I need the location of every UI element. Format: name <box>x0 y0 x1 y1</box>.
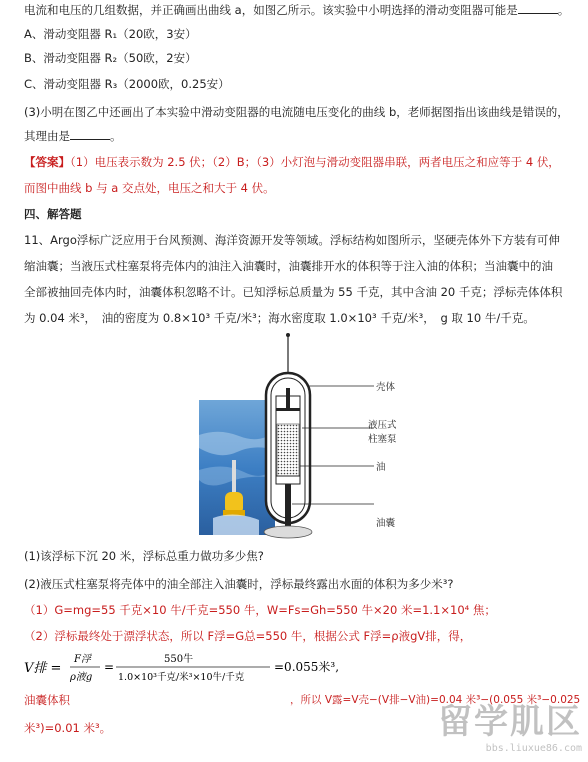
formula-result: =0.055米³, <box>274 660 340 674</box>
problem-11-line2: 缩油囊；当液压式柱塞泵将壳体内的油注入油囊时，油囊排开水的体积等于注入油的体积；当油囊中的油 <box>24 259 553 273</box>
blank-answer[interactable] <box>518 2 558 14</box>
watermark-logo: 留学肌区 <box>438 702 582 742</box>
formula-frac2-den: 1.0×10³千克/米³×10牛/千克 <box>118 672 245 683</box>
problem-11-line3: 全部被抽回壳体内时，油囊体积忽略不计。已知浮标总质量为 55 千克，其中含油 20 千克；浮标壳体体积 <box>24 285 563 299</box>
site-watermark <box>438 694 582 754</box>
formula-frac1-den: ρ液g <box>70 672 93 683</box>
option-c: C、滑动变阻器 R₃（2000欧，0.25安） <box>24 77 230 91</box>
formula-frac2-num: 550牛 <box>164 654 194 665</box>
buoy-structure-diagram <box>262 328 412 543</box>
text-line-intro: 电流和电压的几组数据，并正确画出曲线 a，如图乙所示。该实验中小明选择的滑动变阻器可能是 。 <box>24 3 570 17</box>
answer-line2: 而图中曲线 b 与 a 交点处，电压之和大于 4 伏。 <box>24 181 275 195</box>
formula-eq: = <box>104 660 115 674</box>
question-3-line1: (3)小明在图乙中还画出了本实验中滑动变阻器的电流随电压变化的曲线 b，老师据图指出该曲线是错误的， <box>24 105 569 119</box>
label-oil-bag: 油囊 <box>376 518 396 529</box>
option-a: A、滑动变阻器 R₁（20欧，3安） <box>24 27 197 41</box>
volume-formula <box>24 648 364 691</box>
label-oil: 油 <box>376 462 386 473</box>
solution-2: （2）浮标最终处于漂浮状态，所以 F浮=G总=550 牛，根据公式 F浮=ρ液gV排，得， <box>24 629 472 643</box>
watermark-url: bbs.liuxue86.com <box>485 743 582 754</box>
label-pump-1: 液压式 <box>368 420 397 431</box>
option-b: B、滑动变阻器 R₂（50欧，2安） <box>24 51 197 65</box>
sub-question-2: (2)液压式柱塞泵将壳体中的油全部注入油囊时，浮标最终露出水面的体积为多少米³? <box>24 577 454 591</box>
problem-11-line1: 11、Argo浮标广泛应用于台风预测、海洋资源开发等领域。浮标结构如图所示，坚硬壳体外下方装有可伸 <box>24 233 560 247</box>
problem-11-line4: 为 0.04 米³， 油的密度为 0.8×10³ 千克/米³；海水密度取 1.0×10³ 千克/米³， g 取 10 牛/千克。 <box>24 311 535 325</box>
answer-line1: 【答案】（1）电压表示数为 2.5 伏；（2）B；（3）小灯泡与滑动变阻器串联，两者电压之和应等于 4 伏， <box>24 155 560 169</box>
solution-4: 米³)=0.01 米³。 <box>24 721 112 735</box>
label-pump-2: 柱塞泵 <box>368 434 397 445</box>
sub-question-1: (1)该浮标下沉 20 米，浮标总重力做功多少焦? <box>24 549 264 563</box>
formula-lhs: V排 = <box>24 661 62 676</box>
question-3-line2: 其理由是 。 <box>24 129 122 143</box>
label-shell: 壳体 <box>376 382 396 393</box>
solution-3-left: 油囊体积 <box>24 693 70 707</box>
solution-3-right: ，所以 V露=V壳−(V排−V油)=0.04 米³−(0.055 米³−0.025 <box>290 694 581 706</box>
blank-reason[interactable] <box>70 128 110 140</box>
section-heading: 四、解答题 <box>24 207 82 221</box>
formula-frac1-num: F浮 <box>74 654 91 665</box>
solution-1: （1）G=mg=55 千克×10 牛/千克=550 牛，W=Fs=Gh=550 牛×20 米=1.1×10⁴ 焦； <box>24 603 496 617</box>
